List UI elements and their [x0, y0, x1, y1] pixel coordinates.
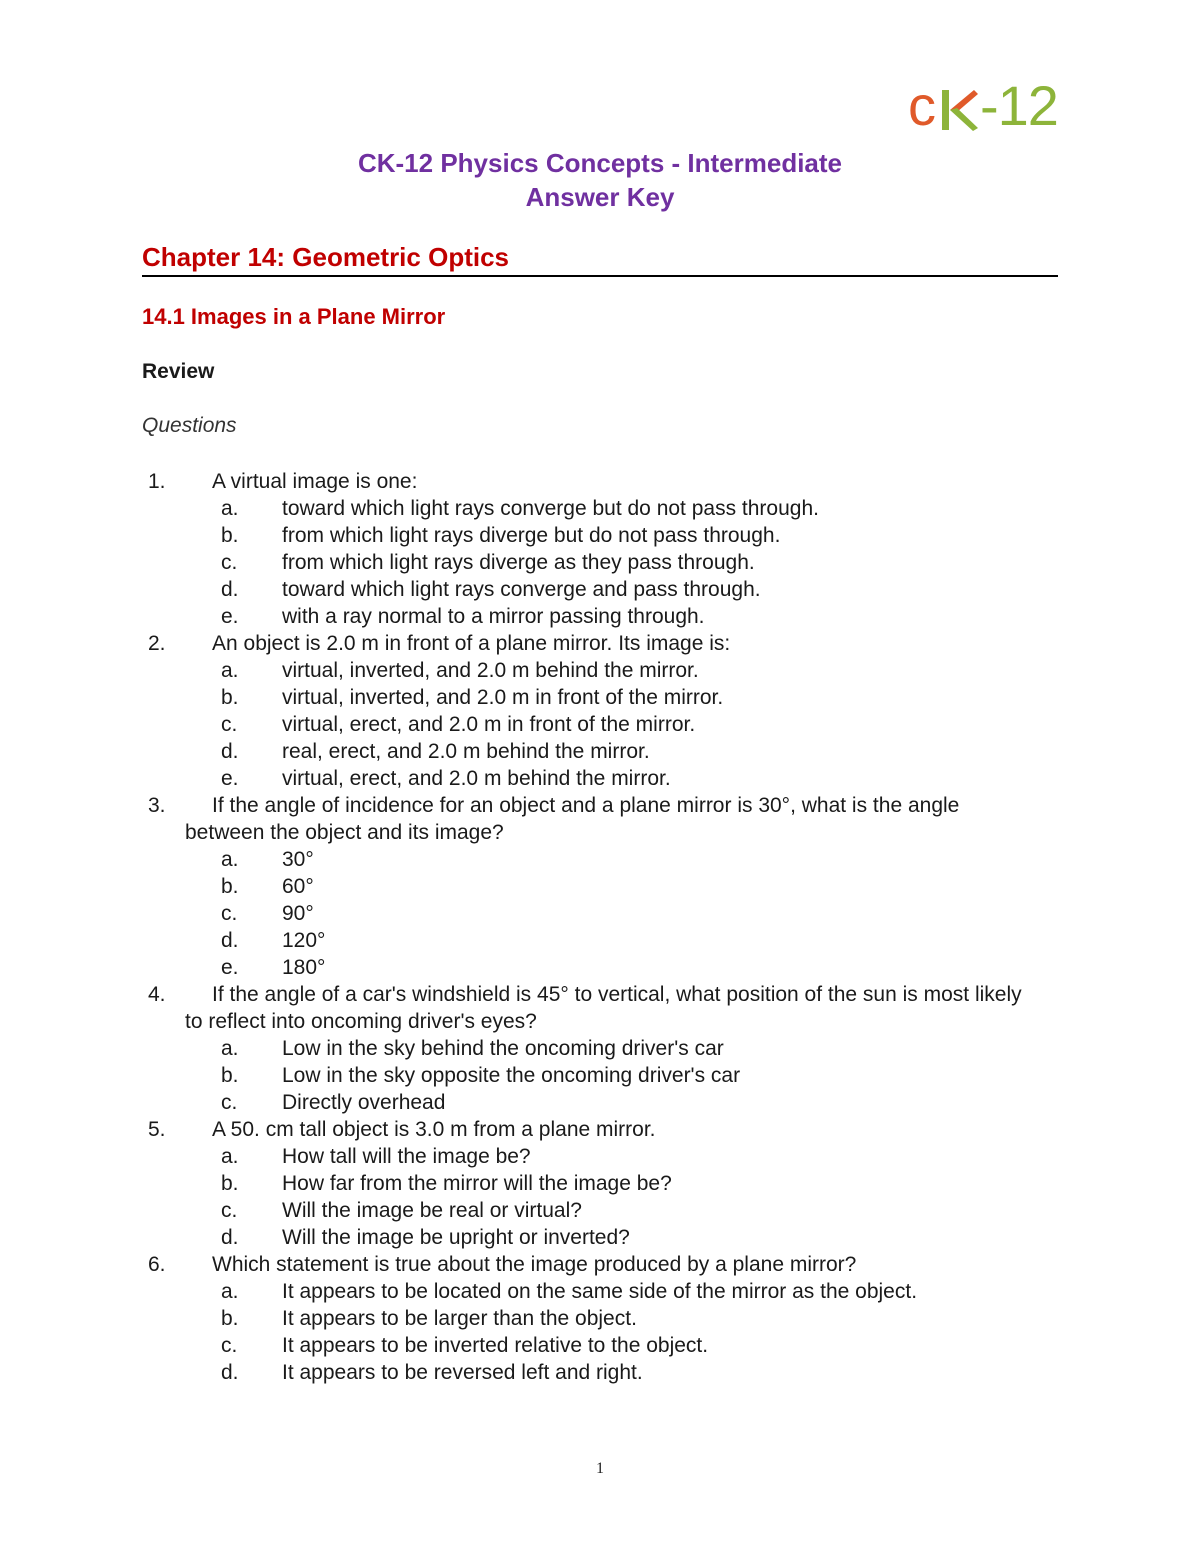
option-text: with a ray normal to a mirror passing through. — [282, 605, 705, 628]
option-text: Will the image be real or virtual? — [282, 1199, 582, 1222]
logo-k-icon — [940, 88, 980, 132]
option-text: It appears to be located on the same side of the mirror as the object. — [282, 1280, 918, 1303]
option-letter: b. — [221, 875, 239, 898]
option-text: virtual, erect, and 2.0 m in front of the mirror. — [282, 713, 696, 736]
answer-option — [0, 954, 1200, 981]
question-text: If the angle of a car's windshield is 45° to vertical, what position of the sun is most likely to reflect into oncoming driver's eyes? — [185, 983, 1022, 1033]
answer-option — [0, 1197, 1200, 1224]
question-number: 1. — [148, 470, 166, 493]
option-text: toward which light rays converge and pass through. — [282, 578, 761, 601]
logo-letter-c: c — [908, 74, 936, 137]
document-title: CK-12 Physics Concepts - Intermediate — [357, 148, 843, 178]
option-letter: b. — [221, 1172, 239, 1195]
option-letter: d. — [221, 740, 239, 763]
questions-heading: Questions — [142, 414, 237, 437]
question-number: 4. — [148, 983, 166, 1006]
question-text: An object is 2.0 m in front of a plane mirror. Its image is: — [212, 632, 731, 655]
option-letter: c. — [221, 1199, 238, 1222]
option-text: toward which light rays converge but do not pass through. — [282, 497, 819, 520]
option-text: How far from the mirror will the image be? — [282, 1172, 672, 1195]
option-text: 60° — [282, 875, 314, 898]
answer-option — [0, 1143, 1200, 1170]
answer-option — [0, 1224, 1200, 1251]
question-number: 5. — [148, 1118, 166, 1141]
page-number: 1 — [596, 1460, 604, 1477]
option-letter: c. — [221, 713, 238, 736]
question-list — [0, 468, 1200, 1386]
option-letter: c. — [221, 902, 238, 925]
section-heading: 14.1 Images in a Plane Mirror — [142, 304, 446, 329]
answer-option — [0, 711, 1200, 738]
option-text: virtual, erect, and 2.0 m behind the mirror. — [282, 767, 671, 790]
question-number: 3. — [148, 794, 166, 817]
option-text: It appears to be reversed left and right. — [282, 1361, 643, 1384]
option-text: from which light rays diverge as they pass through. — [282, 551, 755, 574]
question-item — [0, 630, 1200, 657]
question-item — [0, 468, 1200, 495]
option-letter: c. — [221, 1091, 238, 1114]
answer-option — [0, 495, 1200, 522]
answer-option — [0, 549, 1200, 576]
chapter-heading: Chapter 14: Geometric Optics — [142, 242, 509, 272]
question-text: A virtual image is one: — [212, 470, 418, 493]
option-letter: d. — [221, 578, 239, 601]
option-letter: e. — [221, 767, 239, 790]
answer-option — [0, 1278, 1200, 1305]
answer-option — [0, 1170, 1200, 1197]
answer-option — [0, 1089, 1200, 1116]
question-number: 2. — [148, 632, 166, 655]
option-letter: e. — [221, 605, 239, 628]
answer-option — [0, 846, 1200, 873]
answer-option — [0, 738, 1200, 765]
answer-option — [0, 603, 1200, 630]
question-item — [0, 792, 1200, 846]
logo-number: -12 — [980, 74, 1058, 137]
option-text: virtual, inverted, and 2.0 m behind the mirror. — [282, 659, 699, 682]
answer-option — [0, 873, 1200, 900]
question-text: Which statement is true about the image produced by a plane mirror? — [212, 1253, 857, 1276]
chapter-divider — [142, 275, 1058, 277]
option-letter: d. — [221, 929, 239, 952]
question-item — [0, 981, 1200, 1035]
option-text: How tall will the image be? — [282, 1145, 531, 1168]
question-item — [0, 1251, 1200, 1278]
answer-option — [0, 576, 1200, 603]
option-text: Low in the sky behind the oncoming driver's car — [282, 1037, 724, 1060]
option-text: Directly overhead — [282, 1091, 446, 1114]
option-text: Will the image be upright or inverted? — [282, 1226, 630, 1249]
option-letter: a. — [221, 1280, 239, 1303]
ck12-logo — [908, 74, 1058, 137]
answer-option — [0, 1305, 1200, 1332]
answer-option — [0, 1035, 1200, 1062]
option-text: 90° — [282, 902, 314, 925]
answer-option — [0, 765, 1200, 792]
option-text: virtual, inverted, and 2.0 m in front of the mirror. — [282, 686, 724, 709]
option-letter: d. — [221, 1226, 239, 1249]
option-letter: b. — [221, 686, 239, 709]
review-heading: Review — [142, 360, 215, 383]
answer-option — [0, 1332, 1200, 1359]
answer-option — [0, 684, 1200, 711]
question-text: If the angle of incidence for an object and a plane mirror is 30°, what is the angle between the object and its image? — [185, 794, 960, 844]
option-text: It appears to be inverted relative to the object. — [282, 1334, 709, 1357]
answer-option — [0, 927, 1200, 954]
option-text: It appears to be larger than the object. — [282, 1307, 637, 1330]
option-letter: a. — [221, 848, 239, 871]
answer-option — [0, 900, 1200, 927]
option-letter: a. — [221, 1037, 239, 1060]
question-number: 6. — [148, 1253, 166, 1276]
answer-option — [0, 522, 1200, 549]
option-text: 30° — [282, 848, 314, 871]
option-letter: a. — [221, 659, 239, 682]
option-letter: a. — [221, 497, 239, 520]
option-letter: b. — [221, 1064, 239, 1087]
option-text: from which light rays diverge but do not pass through. — [282, 524, 781, 547]
option-letter: d. — [221, 1361, 239, 1384]
question-item — [0, 1116, 1200, 1143]
option-letter: e. — [221, 956, 239, 979]
answer-option — [0, 1359, 1200, 1386]
option-text: Low in the sky opposite the oncoming driver's car — [282, 1064, 741, 1087]
option-letter: b. — [221, 524, 239, 547]
option-letter: c. — [221, 1334, 238, 1357]
option-text: 120° — [282, 929, 326, 952]
question-text: A 50. cm tall object is 3.0 m from a plane mirror. — [212, 1118, 656, 1141]
option-text: 180° — [282, 956, 326, 979]
option-letter: b. — [221, 1307, 239, 1330]
document-subtitle: Answer Key — [525, 182, 675, 212]
option-letter: c. — [221, 551, 238, 574]
option-letter: a. — [221, 1145, 239, 1168]
answer-option — [0, 657, 1200, 684]
option-text: real, erect, and 2.0 m behind the mirror. — [282, 740, 650, 763]
answer-option — [0, 1062, 1200, 1089]
